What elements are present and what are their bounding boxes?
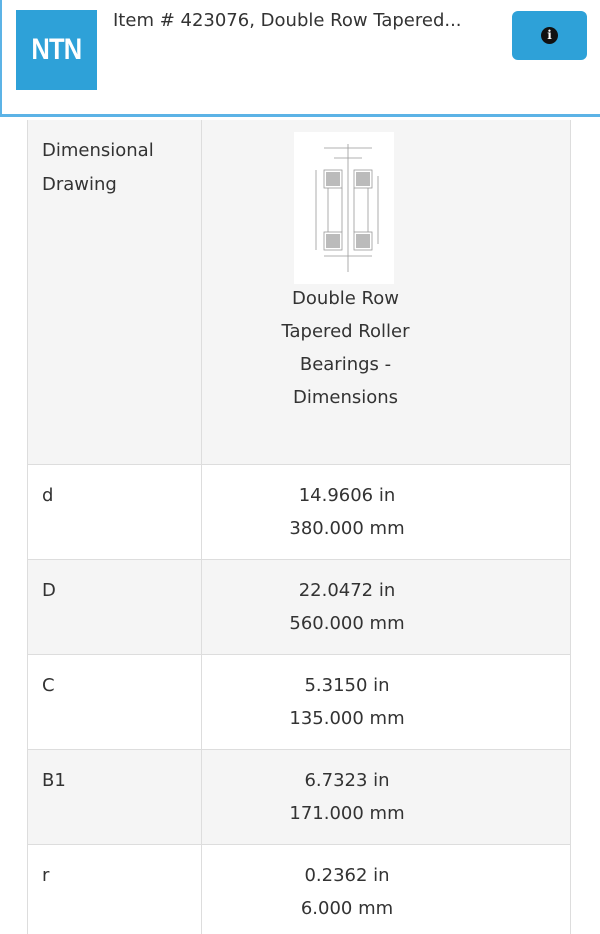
table-row <box>28 465 570 560</box>
row-value <box>202 479 492 545</box>
bearing-dimension-drawing[interactable] <box>294 132 394 284</box>
info-icon: i <box>541 27 558 44</box>
value-inch: 22.0472 in <box>298 580 396 601</box>
item-title: Item # 423076, Double Row Tapered... <box>113 10 462 31</box>
value-mm: 560.000 mm <box>289 613 405 634</box>
row-label: C <box>42 675 55 696</box>
value-inch: 6.7323 in <box>304 770 390 791</box>
column-divider <box>201 120 202 934</box>
row-label: d <box>42 485 54 506</box>
row-label: r <box>42 865 50 886</box>
table-row <box>28 750 570 845</box>
ntn-logo[interactable] <box>16 10 97 90</box>
row-value <box>202 859 492 925</box>
row-value <box>202 764 492 830</box>
row-label: D <box>42 580 56 601</box>
table-row <box>28 560 570 655</box>
header-accent-line <box>0 0 2 117</box>
value-inch: 14.9606 in <box>298 485 396 506</box>
table-row <box>28 845 570 934</box>
value-mm: 6.000 mm <box>300 898 394 919</box>
value-mm: 380.000 mm <box>289 518 405 539</box>
value-mm: 135.000 mm <box>289 708 405 729</box>
row-label: B1 <box>42 770 66 791</box>
bearing-drawing-image <box>294 132 394 284</box>
table-row <box>28 655 570 750</box>
drawing-caption: Double Row Tapered Roller Bearings - Dimensions <box>281 288 410 408</box>
value-inch: 0.2362 in <box>304 865 390 886</box>
info-button[interactable] <box>512 11 587 60</box>
row-label: Dimensional Drawing <box>42 140 154 195</box>
value-inch: 5.3150 in <box>304 675 390 696</box>
row-value <box>202 574 492 640</box>
logo-text: NTN <box>31 33 82 66</box>
row-value <box>202 669 492 735</box>
value-mm: 171.000 mm <box>289 803 405 824</box>
app-header <box>0 0 600 117</box>
